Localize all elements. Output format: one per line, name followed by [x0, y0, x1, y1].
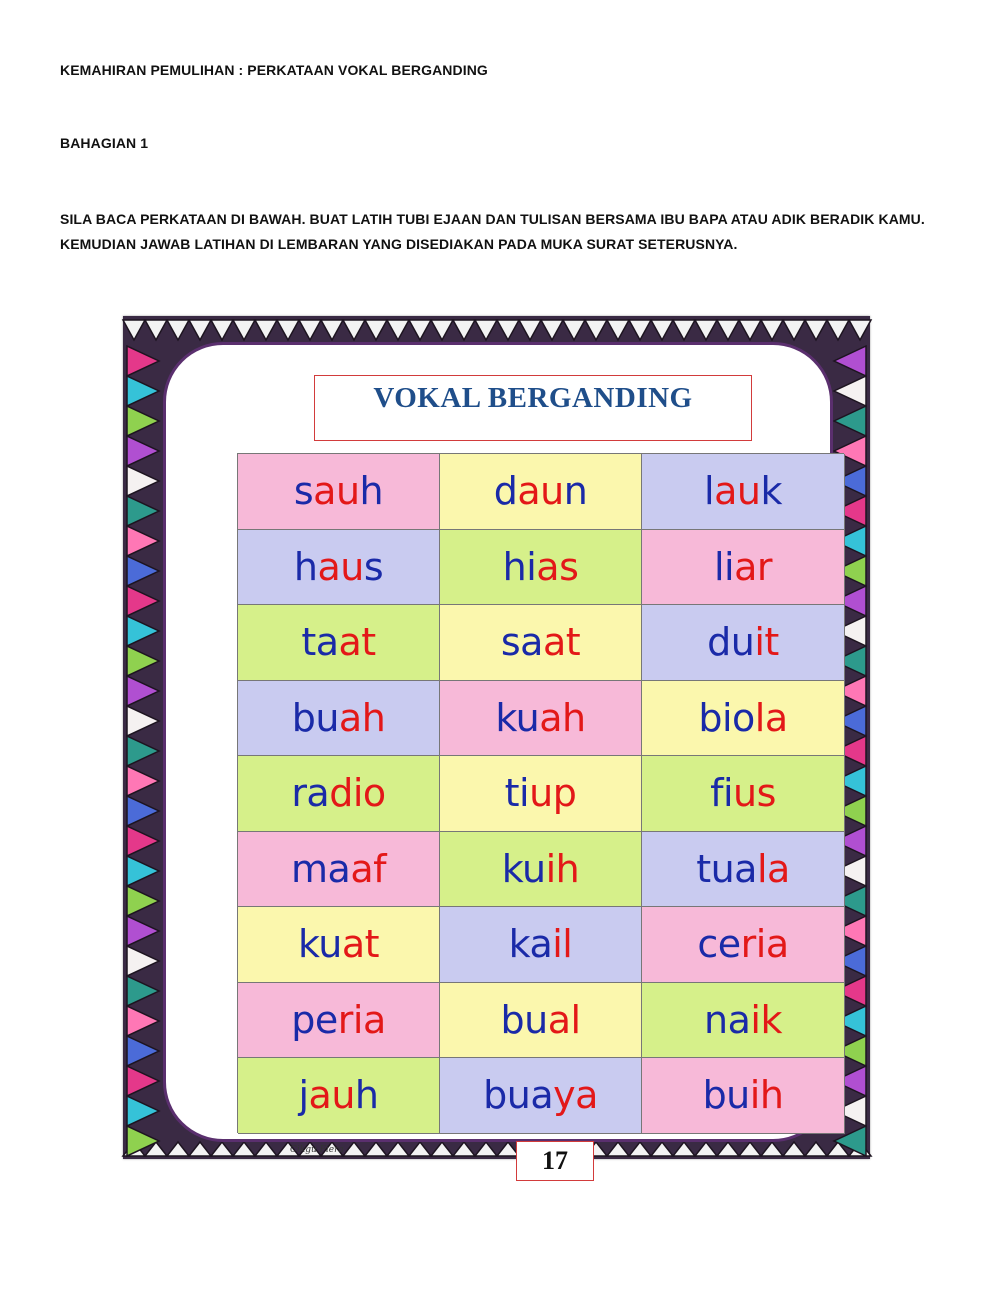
document-heading: KEMAHIRAN PEMULIHAN : PERKATAAN VOKAL BERGANDING: [60, 62, 488, 78]
word-cell: [440, 832, 642, 908]
word-part: ria: [740, 922, 789, 967]
word-cell: [238, 454, 440, 530]
word-cell: [238, 983, 440, 1059]
word-part: us: [733, 771, 776, 816]
word-part: bua: [483, 1073, 554, 1118]
word-cell: [440, 530, 642, 606]
word-part: h: [354, 1073, 379, 1118]
word-part: fi: [710, 771, 734, 816]
word-cell: [642, 1058, 845, 1134]
section-label: BAHAGIAN 1: [60, 135, 149, 151]
word-part: hi: [502, 544, 537, 589]
word-part: j: [298, 1073, 309, 1118]
word-part: au: [517, 469, 564, 514]
word-part: ar: [734, 544, 773, 589]
word-cell: [642, 832, 845, 908]
word-part: at: [338, 620, 376, 665]
word-cell: [440, 756, 642, 832]
word-part: bio: [698, 695, 755, 740]
worksheet-card: [123, 316, 870, 1175]
credit-signature: Cikgu Fiera: [290, 1145, 344, 1155]
word-part: up: [529, 771, 577, 816]
word-part: au: [308, 1073, 355, 1118]
word-part: af: [350, 846, 386, 891]
word-part: as: [536, 544, 579, 589]
word-part: sa: [500, 620, 543, 665]
word-part: au: [714, 469, 761, 514]
word-cell: [238, 1058, 440, 1134]
word-cell: [440, 907, 642, 983]
word-part: ce: [697, 922, 741, 967]
word-cell: [440, 681, 642, 757]
word-part: k: [760, 469, 782, 514]
word-table: [237, 453, 844, 1133]
word-cell: [642, 983, 845, 1059]
word-part: ya: [553, 1073, 598, 1118]
word-cell: [238, 907, 440, 983]
word-part: la: [756, 846, 790, 891]
word-part: du: [707, 620, 755, 665]
word-part: pe: [291, 997, 338, 1042]
word-part: s: [363, 544, 384, 589]
word-part: ku: [501, 846, 546, 891]
word-part: dio: [329, 771, 386, 816]
word-part: au: [313, 469, 360, 514]
word-cell: [440, 454, 642, 530]
word-part: bu: [291, 695, 339, 740]
worksheet-title: VOKAL BERGANDING: [373, 382, 693, 414]
word-cell: [238, 681, 440, 757]
word-cell: [238, 832, 440, 908]
word-part: d: [493, 469, 518, 514]
word-part: ta: [301, 620, 339, 665]
word-part: bu: [702, 1073, 750, 1118]
word-part: h: [293, 544, 318, 589]
word-cell: [642, 530, 845, 606]
word-cell: [642, 605, 845, 681]
word-part: ria: [337, 997, 386, 1042]
word-part: ka: [508, 922, 553, 967]
word-part: bu: [500, 997, 548, 1042]
word-cell: [642, 907, 845, 983]
word-part: il: [552, 922, 573, 967]
page-number: 17: [516, 1141, 594, 1181]
word-part: h: [359, 469, 384, 514]
word-part: l: [704, 469, 715, 514]
word-cell: [642, 681, 845, 757]
word-part: at: [542, 620, 581, 665]
word-part: ma: [291, 846, 351, 891]
word-cell: [642, 756, 845, 832]
word-cell: [238, 756, 440, 832]
word-part: n: [563, 469, 588, 514]
word-cell: [440, 605, 642, 681]
word-part: at: [341, 922, 380, 967]
title-box: [314, 375, 752, 441]
word-part: ti: [504, 771, 530, 816]
word-part: au: [317, 544, 364, 589]
word-cell: [440, 983, 642, 1059]
word-part: na: [704, 997, 751, 1042]
word-part: tua: [696, 846, 757, 891]
word-part: ik: [750, 997, 782, 1042]
word-part: it: [754, 620, 779, 665]
word-part: ih: [749, 1073, 784, 1118]
word-cell: [642, 454, 845, 530]
instruction-text: SILA BACA PERKATAAN DI BAWAH. BUAT LATIH TUBI EJAAN DAN TULISAN BERSAMA IBU BAPA ATAU ADIK BERADIK KAMU. KEMUDIAN JAWAB LATIHAN DI LEMBARAN YANG DISEDIAKAN PADA MUKA SURAT SETERUSNYA.: [60, 211, 925, 252]
word-part: ku: [495, 695, 540, 740]
word-part: s: [293, 469, 314, 514]
word-part: ra: [291, 771, 330, 816]
word-part: li: [713, 544, 735, 589]
word-part: ah: [539, 695, 586, 740]
word-cell: [238, 605, 440, 681]
word-part: ah: [338, 695, 386, 740]
word-cell: [238, 530, 440, 606]
word-part: ku: [297, 922, 342, 967]
word-part: ih: [545, 846, 580, 891]
word-part: la: [754, 695, 788, 740]
worksheet-panel: [163, 342, 833, 1175]
word-cell: [440, 1058, 642, 1134]
word-part: al: [547, 997, 581, 1042]
